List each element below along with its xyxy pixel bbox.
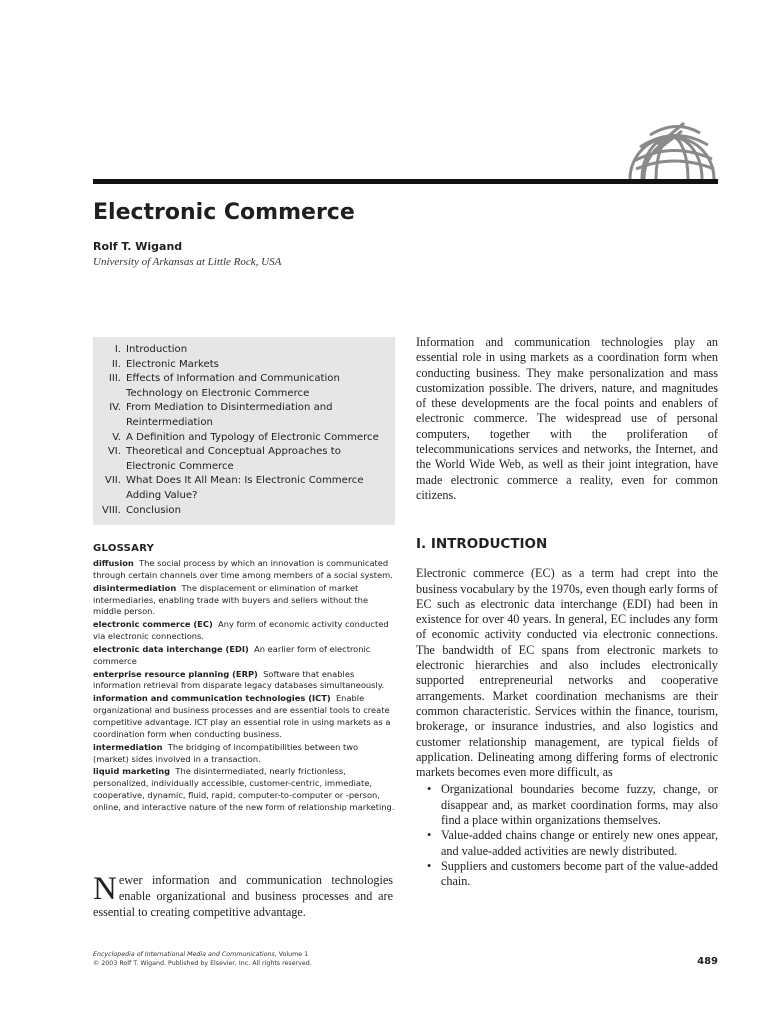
toc-item [93,474,395,503]
glossary-entry [93,619,396,643]
glossary-term: intermediation [93,741,163,752]
footer-copyright: © 2003 Rolf T. Wigand. Published by Elsevier, Inc. All rights reserved. [93,960,312,967]
toc-title: Conclusion [126,504,182,516]
toc-title: Introduction [126,344,188,355]
toc-number: V. [112,431,121,443]
bullet-icon: • [427,782,432,797]
toc-number: VI. [107,446,121,458]
glossary-term: diffusion [93,558,134,568]
glossary-term: electronic data interchange (EDI) [93,643,249,654]
glossary-definition: The displacement or elimination of market intermediaries, enabling trade with buyers and sellers without the middle person. [93,582,369,617]
bullet-icon: • [427,858,432,873]
toc-number: IV. [109,402,121,414]
toc-item [93,445,395,474]
footer-source-line [93,950,718,959]
glossary-entry [93,644,396,668]
author-name: Rolf T. Wigand [93,240,183,253]
toc-item [93,343,395,358]
glossary-term: electronic commerce (EC) [93,619,213,630]
toc-number: II. [111,358,121,370]
list-item-text: Suppliers and customers become part of the value-added chain. [441,858,718,889]
toc-item [93,358,395,373]
toc-item [93,401,395,430]
toc-number: I. [114,344,121,355]
glossary-term: enterprise resource planning (ERP) [93,668,258,679]
opening-paragraph [93,872,393,920]
glossary-term: liquid marketing [93,766,171,777]
article-title: Electronic Commerce [93,200,355,225]
glossary-definition: The bridging of incompatibilities between two (market) sides involved in a transaction. [93,741,359,764]
list-item-text: Value-added chains change or entirely new ones appear, and value-added activities are newly distributed. [441,828,718,858]
glossary-entry [93,669,396,693]
toc-item [93,372,395,401]
globe-icon [624,101,716,181]
toc-item [93,431,395,446]
list-item-text: Organizational boundaries become fuzzy, change, or disappear and, as market coordination forms, may also find a place within organizations themselves. [441,782,718,828]
toc-title: Electronic Markets [126,358,219,370]
glossary-entry [93,693,396,740]
bullet-list [416,782,718,889]
page-footer [93,950,718,968]
toc-title: Theoretical and Conceptual Approaches to Electronic Commerce [126,446,341,472]
glossary-definition: Enable organizational and business processes and are essential tools to create competitive advantage. ICT play an essential role in using markets as a coordination form when conducting business. [93,693,391,739]
page-number: 489 [697,956,718,967]
body-paragraph: Information and communication technologies play an essential role in using markets as a coordination form when conducting business. They make personalization and mass customization possible. The drivers, nature, and magnitudes of these developments are the focal points and enablers of electronic commerce. The widespread use of personal computers, together with the proliferation of telecommunications services and networks, the Internet, and the World Wide Web, as well as their joint integration, have made electronic commerce a reality, even for common citizens. [416,335,718,502]
table-of-contents [93,337,395,525]
title-rule [93,179,718,184]
opening-paragraph-text: ewer information and communication technologies enable organizational and business processes and are essential to creating competitive advantage. [93,873,393,919]
glossary-entry [93,742,396,766]
toc-title: Effects of Information and Communication Technology on Electronic Commerce [126,373,340,399]
drop-cap: N [93,871,117,907]
glossary-definition: Software that enables information retrieval from disparate legacy databases simultaneously. [93,668,385,691]
body-paragraph: Electronic commerce (EC) as a term had crept into the business vocabulary by the 1970s, even though early forms of EC such as electronic data interchange (EDI) had been in existence for over 40 years. In general, EC includes any form of economic activity conducted via electronic connections. The bandwidth of EC spans from electronic markets to electronic hierarchies and also includes electronically supported entrepreneurial networks and cooperative arrangements. Market coordination mechanisms are their common characteristic. Services within the finance, tourism, brokerage, or insurance industries, and also logistics and customer relationship management, are typical fields of application. Delineating among differing forms of electronic markets becomes even more difficult, as [416,566,718,780]
toc-title: From Mediation to Disintermediation and Reintermediation [126,402,333,428]
section-heading: I. INTRODUCTION [416,536,548,553]
glossary-definition: The disintermediated, nearly frictionless, personalized, individually accessible, customer-centric, immediate, cooperative, dynamic, fluid, rapid, computer-to-computer or -person, online, and interactive nature of the new form of relationship marketing. [93,766,395,812]
toc-item [93,504,395,519]
list-item [416,859,718,890]
list-item [416,782,718,828]
right-column [416,335,718,890]
footer-volume: , Volume 1 [274,951,309,958]
toc-number: VIII. [101,504,121,516]
toc-number: III. [108,373,121,385]
author-affiliation: University of Arkansas at Little Rock, USA [93,256,282,268]
glossary-definition: An earlier form of electronic commerce [93,643,371,666]
toc-number: VII. [104,475,121,487]
glossary-heading: GLOSSARY [93,543,155,554]
glossary-term: disintermediation [93,582,177,593]
glossary-definition: Any form of economic activity conducted via electronic connections. [93,619,389,642]
glossary-definition: The social process by which an innovation is communicated through certain channels over time among members of a social system. [93,558,393,580]
glossary-entry [93,558,396,582]
bullet-icon: • [427,828,432,843]
glossary-term: information and communication technologies (ICT) [93,693,331,704]
toc-title: What Does It All Mean: Is Electronic Commerce Adding Value? [126,475,364,501]
footer-source: Encyclopedia of International Media and Communications [93,951,275,958]
glossary-entry [93,583,396,619]
glossary [93,543,396,815]
list-item [416,828,718,859]
glossary-entry [93,766,396,813]
toc-title: A Definition and Typology of Electronic Commerce [126,431,379,443]
